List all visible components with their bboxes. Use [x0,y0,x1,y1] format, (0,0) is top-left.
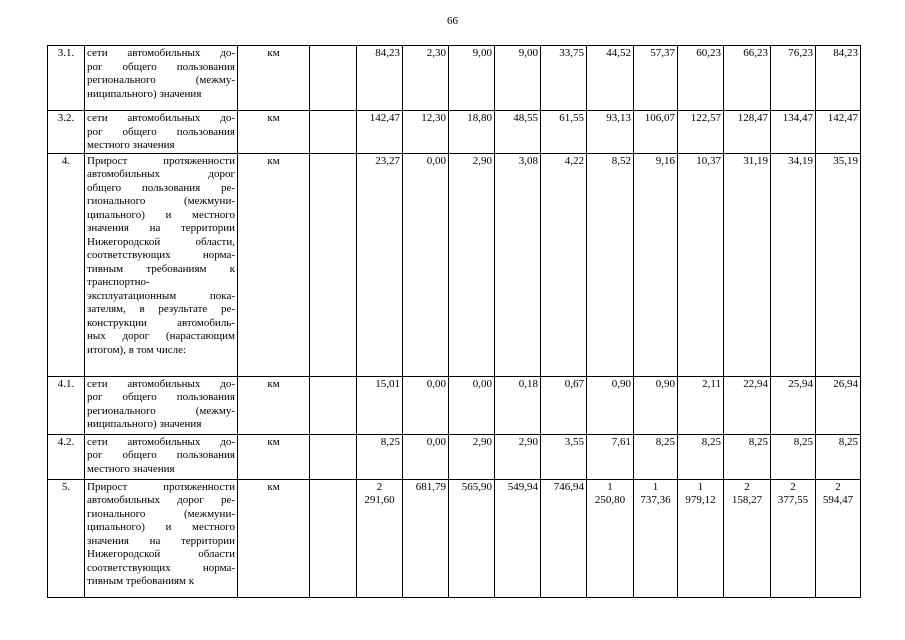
value-cell: 18,80 [449,111,495,154]
description-line: ниципального) значения [87,87,202,100]
value-cell: 8,25 [357,434,403,479]
value-cell: 9,00 [449,46,495,111]
value-cell: 0,00 [403,153,449,376]
description-line: эксплуатационным пока- [87,289,235,302]
description-line: Нижегородской области [87,548,235,560]
value-line: 1 [652,480,659,493]
value-cell: 60,23 [678,46,724,111]
description-line: гионального (межмуни- [87,507,235,520]
value-cell: 128,47 [724,111,771,154]
description-line: местного значения [87,139,175,151]
table-row [48,153,861,376]
value-cell: 0,00 [403,376,449,434]
description-line: Прирост протяженности [87,480,235,493]
table-row [48,434,861,479]
value-cell: 106,07 [634,111,678,154]
description-line: соответствующих норма- [87,561,235,574]
value-cell: 8,25 [816,434,861,479]
description-line: местного значения [87,462,175,475]
value-line: 1 [697,480,704,493]
value-cell: 31,19 [724,153,771,376]
row-unit: км [238,153,310,376]
description-line: рог общего пользования [87,60,235,73]
row-number: 3.1. [48,46,85,111]
value-cell: 2,30 [403,46,449,111]
value-line: 594,47 [822,494,854,506]
row-unit: км [238,111,310,154]
value-cell: 3,55 [541,434,587,479]
value-line: 377,55 [777,494,809,506]
value-cell: 33,75 [541,46,587,111]
indicator-table [47,45,861,598]
row-unit: км [238,376,310,434]
description-line: рог общего пользования [87,391,235,403]
value-cell: 8,25 [771,434,816,479]
table-row [48,376,861,434]
value-line: 158,27 [731,494,763,506]
value-cell: 0,00 [403,434,449,479]
description-line: тивным требованиям к [87,262,235,275]
value-cell: 2,90 [449,434,495,479]
value-cell: 57,37 [634,46,678,111]
value-line: 250,80 [594,494,626,506]
value-cell: 4,22 [541,153,587,376]
value-cell [357,479,403,597]
description-line: автомобильных дорог ре- [87,494,235,506]
description-line: рог общего пользования [87,449,235,461]
row-unit: км [238,479,310,597]
value-cell: 0,90 [634,376,678,434]
value-cell: 134,47 [771,111,816,154]
table-row [48,111,861,154]
value-cell: 565,90 [449,479,495,597]
value-cell: 22,94 [724,376,771,434]
table-row [48,479,861,597]
value-line: 2 [744,480,750,493]
empty-cell [310,111,357,154]
value-cell [724,479,771,597]
value-cell: 61,55 [541,111,587,154]
value-line: 2 [835,480,841,493]
value-cell: 142,47 [816,111,861,154]
description-line: автомобильных дорог [87,168,235,180]
row-number: 3.2. [48,111,85,154]
value-line: 2 [376,480,383,493]
description-line: сети автомобильных до- [87,112,235,124]
value-cell: 12,30 [403,111,449,154]
value-cell: 142,47 [357,111,403,154]
row-description [85,479,238,597]
description-line: сети автомобильных до- [87,47,235,59]
value-line: 737,36 [640,494,671,506]
value-cell [587,479,634,597]
value-cell: 0,18 [495,376,541,434]
description-line: ципального) и местного [87,521,235,533]
value-cell [634,479,678,597]
description-line: ных дорог (нарастающим [87,330,235,342]
value-cell: 2,90 [495,434,541,479]
value-cell: 7,61 [587,434,634,479]
value-cell [678,479,724,597]
value-cell: 8,52 [587,153,634,376]
description-line: тивным требованиям к [87,575,195,587]
value-cell: 3,08 [495,153,541,376]
empty-cell [310,376,357,434]
value-cell: 9,16 [634,153,678,376]
row-description [85,111,238,154]
description-line: регионального (межму- [87,74,235,86]
value-cell: 681,79 [403,479,449,597]
value-cell [771,479,816,597]
description-line: сети автомобильных до- [87,435,235,448]
description-line: общего пользования ре- [87,181,235,194]
description-line: Нижегородской области, [87,235,235,248]
value-line: 291,60 [364,494,395,506]
value-cell: 746,94 [541,479,587,597]
value-cell: 0,67 [541,376,587,434]
row-description [85,46,238,111]
description-line: конструкции автомобиль- [87,316,235,329]
value-cell: 66,23 [724,46,771,111]
value-cell: 26,94 [816,376,861,434]
description-line: зателям, в результате ре- [87,303,235,315]
value-cell: 549,94 [495,479,541,597]
row-unit: км [238,46,310,111]
value-cell: 34,19 [771,153,816,376]
value-cell: 2,11 [678,376,724,434]
row-number: 5. [48,479,85,597]
description-line: гионального (межмуни- [87,195,235,207]
row-unit: км [238,434,310,479]
value-cell [816,479,861,597]
description-line: рог общего пользования [87,125,235,138]
value-line: 979,12 [685,494,716,506]
description-line: ципального) и местного [87,208,235,221]
value-cell: 84,23 [357,46,403,111]
value-cell: 8,25 [724,434,771,479]
value-cell: 9,00 [495,46,541,111]
description-line: значения на территории [87,222,235,234]
description-line: значения на территории [87,534,235,547]
description-line: Прирост протяженности [87,154,235,167]
row-number: 4.1. [48,376,85,434]
value-cell: 122,57 [678,111,724,154]
empty-cell [310,434,357,479]
value-cell: 44,52 [587,46,634,111]
value-cell: 8,25 [678,434,724,479]
row-description [85,434,238,479]
page-number: 66 [447,15,458,27]
row-description [85,376,238,434]
empty-cell [310,153,357,376]
row-number: 4.2. [48,434,85,479]
value-cell: 84,23 [816,46,861,111]
table-row [48,46,861,111]
value-cell: 93,13 [587,111,634,154]
value-cell: 76,23 [771,46,816,111]
description-line: сети автомобильных до- [87,377,235,390]
value-cell: 48,55 [495,111,541,154]
description-line: соответствующих норма- [87,249,235,261]
value-cell: 0,90 [587,376,634,434]
description-line: регионального (межму- [87,404,235,417]
value-cell: 2,90 [449,153,495,376]
value-cell: 25,94 [771,376,816,434]
value-line: 2 [790,480,796,493]
description-line: итогом), в том числе: [87,343,187,356]
empty-cell [310,479,357,597]
row-description [85,153,238,376]
value-cell: 10,37 [678,153,724,376]
description-line: ниципального) значения [87,418,202,430]
description-line: транспортно- [87,276,150,288]
value-cell: 35,19 [816,153,861,376]
row-number: 4. [48,153,85,376]
value-cell: 0,00 [449,376,495,434]
empty-cell [310,46,357,111]
value-cell: 8,25 [634,434,678,479]
value-line: 1 [607,480,613,493]
value-cell: 23,27 [357,153,403,376]
value-cell: 15,01 [357,376,403,434]
